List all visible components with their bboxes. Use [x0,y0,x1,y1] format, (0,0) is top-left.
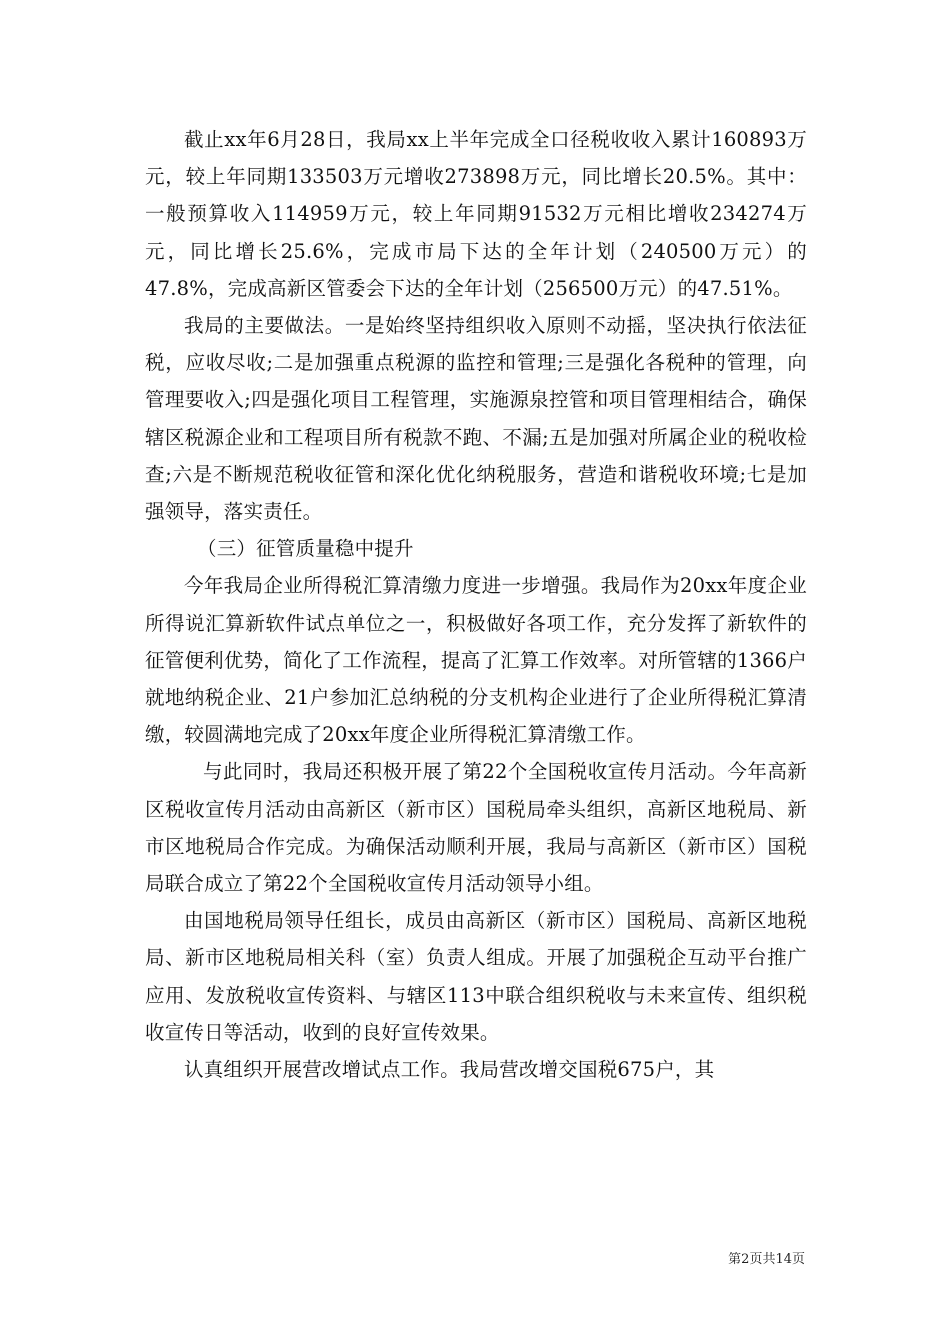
section-heading-collection-quality: （三）征管质量稳中提升 [197,537,414,561]
paragraph-main-practices: 我局的主要做法。一是始终坚持组织收入原则不动摇，坚决执行依法征税，应收尽收;二是加强重点税源的监控和管理;三是强化各税种的管理，向管理要收入;四是强化项目工程管理，实施源泉控管和项目管理相结合，确保辖区税源企业和工程项目所有税款不跑、不漏;五是加强对所属企业的税收检查;六是不断规范税收征管和深化优化纳税服务，营造和谐税收环境;七是加强领导，落实责任。 [145,314,807,524]
paragraph-leadership-group: 由国地税局领导任组长，成员由高新区（新市区）国税局、高新区地税局、新市区地税局相关科（室）负责人组成。开展了加强税企互动平台推广应用、发放税收宣传资料、与辖区113中联合组织税收与未来宣传、组织税收宣传日等活动，收到的良好宣传效果。 [145,909,807,1044]
document-body [145,121,807,1088]
paragraph-vat-reform: 认真组织开展营改增试点工作。我局营改增交国税675户，其 [184,1058,715,1082]
paragraph-income-tax-settlement: 今年我局企业所得税汇算清缴力度进一步增强。我局作为20xx年度企业所得说汇算新软件试点单位之一，积极做好各项工作，充分发挥了新软件的征管便利优势，简化了工作流程，提高了汇算工作效率。对所管辖的1366户就地纳税企业、21户参加汇总纳税的分支机构企业进行了企业所得税汇算清缴，较圆满地完成了20xx年度企业所得税汇算清缴工作。 [145,574,807,747]
paragraph-tax-publicity-month: 与此同时，我局还积极开展了第22个全国税收宣传月活动。今年高新区税收宣传月活动由高新区（新市区）国税局牵头组织，高新区地税局、新市区地税局合作完成。为确保活动顺利开展，我局与高新区（新市区）国税局联合成立了第22个全国税收宣传月活动领导小组。 [145,760,807,896]
page-number-footer: 第2页共14页 [728,1252,805,1267]
paragraph-tax-revenue: 截止xx年6月28日，我局xx上半年完成全口径税收收入累计160893万元，较上年同期133503万元增收273898万元，同比增长20.5%。其中：一般预算收入114959万元，较上年同期91532万元相比增收234274万元，同比增长25.6%，完成市局下达的全年计划（240500万元）的47.8%，完成高新区管委会下达的全年计划（256500万元）的47.51%。 [145,128,807,300]
